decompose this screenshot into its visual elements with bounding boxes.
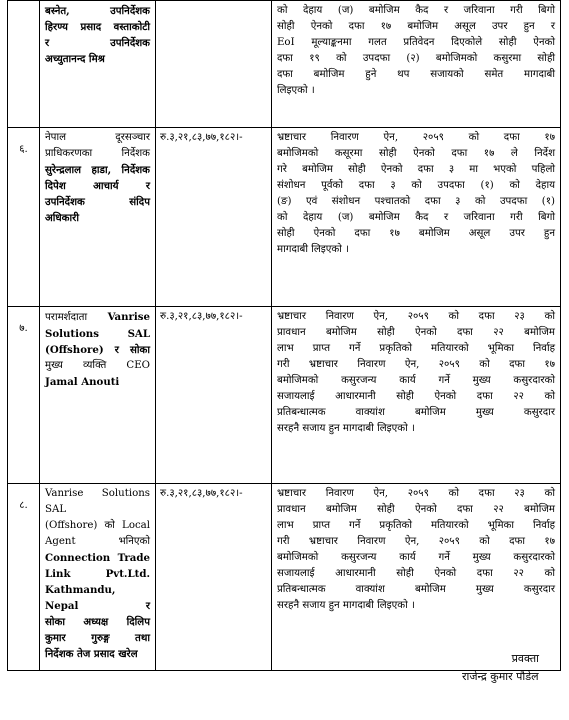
defendant-line-bold-part: Vanrise: [107, 311, 150, 323]
defendant-line: मुख्य व्यक्ति CEO: [45, 360, 150, 371]
demand-line: दफा बमोजिम हुने थप सजायको समेत मागदाबी: [277, 69, 555, 80]
amount-cell: [156, 1, 272, 128]
amount-cell: रु.३,२१,८३,७७,१८२।-: [156, 484, 272, 671]
defendant-cell: [40, 484, 156, 671]
amount-cell: रु.३,२१,८३,७७,१८२।-: [156, 307, 272, 484]
defendant-line: परामर्शदाता Vanrise: [45, 311, 150, 323]
demand-line: संशोधन पूर्वको दफा ३ को उपदफा (१) को देहाय: [277, 180, 555, 191]
case-table-body: [8, 1, 561, 671]
demand-line: भ्रष्टाचार निवारण ऐन, २०५९ को दफा १७: [277, 132, 555, 143]
demand-line: लिइएको ।: [277, 85, 315, 96]
demand-cell: [272, 1, 561, 128]
defendant-cell: [40, 128, 156, 307]
demand-cell: [272, 307, 561, 484]
demand-line: बमोजिमको कसुरजन्य कार्य गर्ने मुख्य कसुरदारको: [277, 552, 555, 563]
demand-line: (ङ) एवं संशोधन पश्चातको दफा ३ को उपदफा (१): [277, 196, 555, 207]
defendant-line: र उपनिर्देशक: [45, 37, 150, 49]
defendant-line: दिपेश आचार्य र: [45, 180, 150, 192]
defendant-line: Vanrise Solutions SAL: [45, 488, 150, 515]
table-row: [8, 307, 561, 484]
demand-line: मागदाबी लिइएको ।: [277, 244, 349, 255]
defendant-line: Solutions SAL: [45, 328, 150, 340]
demand-cell: [272, 484, 561, 671]
defendant-line: अधिकारी: [45, 212, 79, 224]
defendant-line: उपनिर्देशक संदिप: [45, 196, 150, 208]
defendant-line: नेपाल दूरसञ्चार: [45, 132, 150, 143]
demand-line: लाभ प्राप्त गर्ने प्रकृतिको मतियारको भूमिका निर्वाह: [277, 343, 555, 354]
demand-line: प्रतिबन्धात्मक वाक्यांश बमोजिम मुख्य कसुरदार: [277, 407, 555, 418]
demand-line: सोही ऐनको दफा १७ बमोजिम असूल उपर हुन: [277, 228, 555, 239]
defendant-line: प्राधिकरणका निर्देशक: [45, 148, 150, 159]
defendant-line: बस्नेत, उपनिर्देशक: [45, 5, 150, 17]
demand-line: भ्रष्टाचार निवारण ऐन, २०५९ को दफा २३ को: [277, 311, 555, 322]
defendant-line: (Offshore) र सोका: [45, 344, 150, 356]
amount-cell: रु.३,२१,८३,७७,१८२।-: [156, 128, 272, 307]
serial-number-cell: ७.: [8, 307, 40, 484]
demand-line: को देहाय (ज) बमोजिम कैद र जरिवाना गरी बिगो: [277, 5, 555, 16]
defendant-line: कुमार गुरुङ्ग तथा: [45, 632, 150, 644]
demand-line: गरे बमोजिम सोही ऐनको दफा ३ मा भएको पहिलो: [277, 164, 555, 175]
defendant-line: हिरण्य प्रसाद वस्ताकोटी: [45, 21, 150, 33]
serial-number-cell: ६.: [8, 128, 40, 307]
demand-line: गरी भ्रष्टाचार निवारण ऐन, २०५९ को दफा १७: [277, 536, 555, 547]
demand-line: भ्रष्टाचार निवारण ऐन, २०५९ को दफा २३ को: [277, 488, 555, 499]
defendant-line: सोका अध्यक्ष दिलिप: [45, 616, 150, 628]
demand-line: को देहाय (ज) बमोजिम कैद र जरिवाना गरी बिगो: [277, 212, 555, 223]
demand-line: बमोजिमको कसुरजन्य कार्य गर्ने मुख्य कसुरदारको: [277, 375, 555, 386]
defendant-line: Jamal Anouti: [45, 376, 120, 388]
table-row: [8, 484, 561, 671]
signature-name: राजेन्द्र कुमार पौडेल: [462, 670, 539, 683]
demand-line: प्रावधान बमोजिम सोही ऐनको दफा २२ बमोजिम: [277, 327, 555, 338]
signature-title: प्रवक्ता: [511, 652, 539, 665]
table-row: [8, 1, 561, 128]
table-row: [8, 128, 561, 307]
demand-line: सजायलाई आधारमानी सोही ऐनको दफा २२ को: [277, 568, 555, 579]
signature-block: [462, 650, 539, 686]
defendant-line: सुरेन्द्रलाल हाडा, निर्देशक: [45, 164, 150, 176]
defendant-cell: [40, 1, 156, 128]
demand-line: सरहनै सजाय हुन मागदाबी लिइएको ।: [277, 423, 415, 434]
demand-line: EoI मूल्याङ्कनमा गलत प्रतिवेदन दिएकोले सोही ऐनको: [277, 37, 555, 48]
demand-cell: [272, 128, 561, 307]
demand-line: प्रतिबन्धात्मक वाक्यांश बमोजिम मुख्य कसुरदार: [277, 584, 555, 595]
defendant-line: Connection Trade: [45, 552, 150, 564]
demand-line: लाभ प्राप्त गर्ने प्रकृतिको मतियारको भूमिका निर्वाह: [277, 520, 555, 531]
demand-line: बमोजिमको कसूरमा सोही ऐनको दफा १७ ले निर्देश: [277, 148, 555, 159]
defendant-line: Agent भनिएको: [45, 536, 150, 547]
demand-line: सोही ऐनको दफा १७ बमोजिम असूल उपर हुन र: [277, 21, 555, 32]
demand-line: गरी भ्रष्टाचार निवारण ऐन, २०५९ को दफा १७: [277, 359, 555, 370]
defendant-line: (Offshore) को Local: [45, 520, 150, 531]
defendant-cell: [40, 307, 156, 484]
defendant-line: निर्देशक तेज प्रसाद खरेल: [45, 648, 138, 660]
case-table: [7, 0, 561, 671]
demand-line: दफा १९ को उपदफा (२) बमोजिमको कसुरमा सोही: [277, 53, 555, 64]
serial-number-cell: [8, 1, 40, 128]
demand-line: सरहनै सजाय हुन मागदाबी लिइएको ।: [277, 600, 415, 611]
defendant-line: अच्युतानन्द मिश्र: [45, 53, 105, 65]
demand-line: प्रावधान बमोजिम सोही ऐनको दफा २२ बमोजिम: [277, 504, 555, 515]
demand-line: सजायलाई आधारमानी सोही ऐनको दफा २२ को: [277, 391, 555, 402]
defendant-line: Link Pvt.Ltd.: [45, 568, 150, 580]
defendant-line: Kathmandu, Nepal र: [45, 584, 150, 612]
serial-number-cell: ८.: [8, 484, 40, 671]
